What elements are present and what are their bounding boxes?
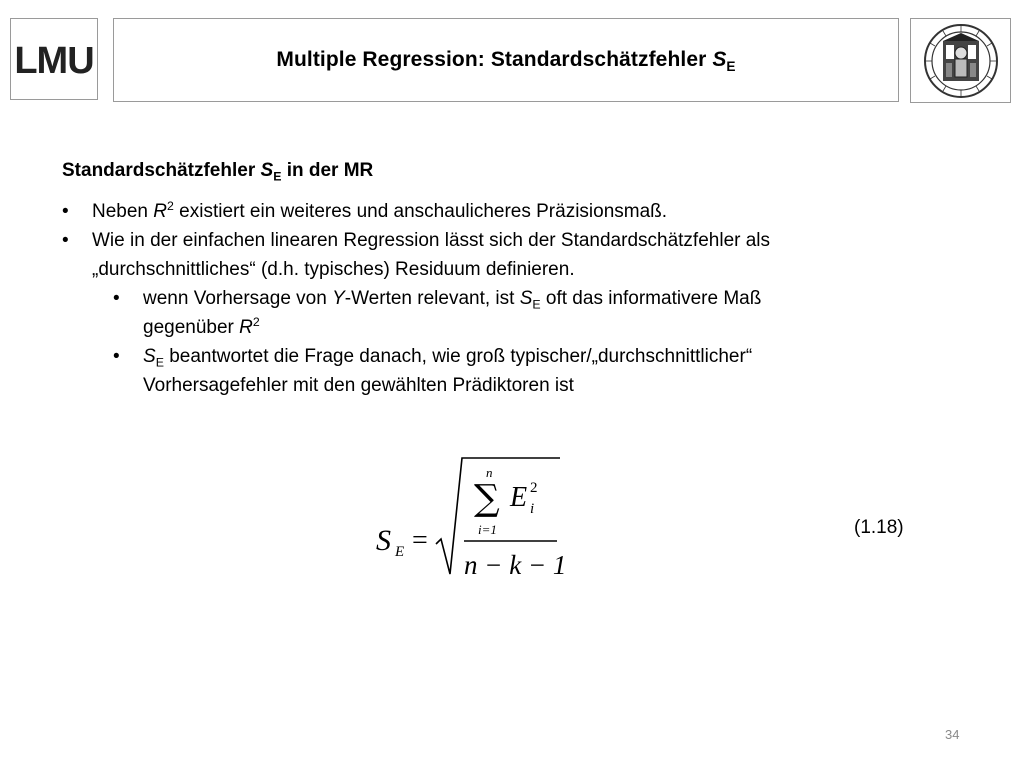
formula-equals: = (412, 525, 428, 556)
subbullet-text: Vorhersagefehler mit den gewählten Prädiktoren ist (143, 375, 574, 396)
title-var: S (712, 48, 727, 71)
seal-box (910, 18, 1011, 103)
page-title (276, 48, 735, 72)
bullet-text: Wie in der einfachen linearen Regression lässt sich der Standardschätzfehler als (92, 230, 771, 251)
subbullet-sup: 2 (252, 315, 260, 330)
subbullet-text: beantwortet die Frage danach, wie groß typischer/„durchschnittlicher“ (163, 346, 753, 367)
term-sup: 2 (530, 480, 538, 496)
subbullet-text: gegenüber (143, 317, 240, 338)
denominator: n − k − 1 (464, 550, 567, 580)
sum-lower: i=1 (478, 522, 497, 537)
section-heading (62, 156, 942, 185)
subbullet-sub: E (532, 297, 541, 312)
subbullet-var: Y (332, 288, 345, 309)
subbullet-var: S (519, 288, 533, 309)
subbullet-var: R (239, 317, 253, 338)
subbullet-item (62, 342, 942, 400)
subbullet-text: oft das informativere Maß (540, 288, 762, 309)
term-sub: i (530, 501, 535, 517)
term: E (510, 482, 528, 513)
bullet-text: Neben (92, 201, 154, 222)
title-main: Multiple Regression: Standardschätzfehler (276, 48, 713, 71)
formula-lhs: S (376, 524, 391, 557)
bullet-text: „durchschnittliches“ (d.h. typisches) Residuum definieren. (92, 259, 575, 280)
bullet-sup: 2 (167, 199, 174, 214)
sum-symbol: ∑ (474, 478, 500, 519)
formula (370, 452, 570, 582)
subbullet-item (62, 284, 942, 342)
formula-lhs-sub: E (395, 544, 405, 560)
heading-pre: Standardschätzfehler (62, 160, 261, 181)
title-sub: E (726, 58, 736, 74)
page-number: 34 (945, 727, 960, 742)
sum-upper: n (486, 465, 493, 480)
lmu-logo-text: LMU (14, 40, 94, 79)
bullet-item (62, 197, 942, 226)
bullet-item (62, 226, 942, 284)
heading-post: in der MR (281, 160, 374, 181)
bullet-text: existiert ein weiteres und anschaulicheres Präzisionsmaß. (173, 201, 668, 222)
university-seal-icon (921, 23, 1001, 99)
lmu-logo (14, 39, 94, 79)
subbullet-text: wenn Vorhersage von (143, 288, 333, 309)
slide-content (62, 156, 942, 400)
bullet-var: R (153, 201, 168, 222)
heading-sub: E (273, 169, 282, 184)
equation-number: (1.18) (854, 517, 904, 538)
title-box (113, 18, 899, 102)
subbullet-text: -Werten relevant, ist (344, 288, 520, 309)
heading-var: S (260, 160, 274, 181)
subbullet-var: S (143, 346, 156, 367)
subbullet-sub: E (155, 355, 164, 370)
lmu-logo-box (10, 18, 98, 100)
